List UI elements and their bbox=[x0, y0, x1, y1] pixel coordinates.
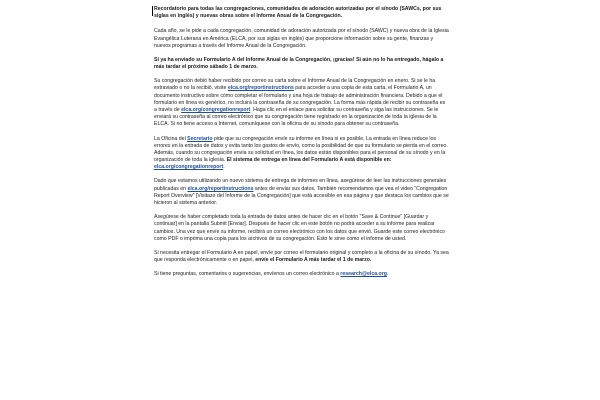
text-segment-bold: envíe el Formulario A más tardar el 1 de marzo. bbox=[255, 257, 372, 264]
paragraph-online-submission bbox=[154, 136, 449, 172]
text-segment: La Oficina del bbox=[154, 135, 188, 142]
text-segment: Dado que estamos utilizando un nuevo sistema de entrega de informes en línea, asegúrese de leer las instrucciones generales publicadas en bbox=[154, 178, 447, 192]
text-segment: . Haga clic en el enlace para solicitar su contraseña y siga las instrucciones. Se le enviará su contraseña al correo electrónico que su congregación tiene registrado en la organización de toda la iglesia de la ELCA. Si no tiene acceso a Internet, comuníquese con la oficina de su sínodo para obtener su contraseña. bbox=[154, 107, 439, 128]
paragraph-paper-form bbox=[154, 250, 449, 264]
paragraph-letter-password bbox=[154, 78, 449, 128]
text-cursor bbox=[152, 6, 153, 16]
text-segment: para acceder a una copia de esta carta, el Formulario A, un documento instructivo sobre cómo completar el formulario y una hoja de trabajo de administración financiera. Debido a que el formulario en línea es genérico, no incluirá la contraseña de su congregación. La forma más rápida de recibir su contraseña es a través de bbox=[154, 85, 446, 114]
link-report-instructions-2[interactable]: elca.org/reportinstructions bbox=[187, 185, 254, 192]
link-congregation-report[interactable]: elca.org/congregationreport bbox=[181, 107, 251, 114]
paragraph-deadline-reminder: Si ya ha enviado su Formulario A del Informe Anual de la Congregación, ¡gracias! Si aún no lo ha entregado, hágalo a más tardar el próximo sábado 1 de marzo. bbox=[154, 56, 444, 71]
text-segment: Si necesita entregar el Formulario A en papel, envíe por correo el formulario original y completo a la oficina de su sínodo. Ya sea que responda electrónicamente o en papel, bbox=[154, 249, 449, 264]
text-segment: Su congregación debió haber recibido por correo su carta sobre el Informe Anual de la Congregación en enero. Si se le ha extraviado o no la recibió, visite bbox=[154, 78, 436, 92]
text-segment: . bbox=[223, 164, 225, 171]
link-research-email[interactable]: research@elca.org bbox=[340, 271, 387, 278]
paragraph-annual-request: Cada año, se le pide a cada congregación, comunidad de adoración autorizada por el sínodo (SAWC) y nueva obra de la Iglesia Evangélica Luterana en América (ELCA, por sus siglas en inglés) que proporcione información sobre su gente, finanzas y nuevos programas a través del Informe Anual de la Congregación. bbox=[154, 28, 449, 49]
paragraph-new-system bbox=[154, 178, 449, 207]
text-segment: Si tiene preguntas, comentarios o sugerencias, envíenos un correo electrónico a bbox=[154, 271, 341, 278]
text-segment: . bbox=[386, 271, 389, 278]
link-report-instructions[interactable]: elca.org/reportinstructions bbox=[227, 85, 294, 92]
link-secretary[interactable]: Secretario bbox=[187, 135, 213, 142]
paragraph-save-continue: Asegúrese de haber completado toda la entrada de datos antes de hacer clic en el botón "Save & Continue" [Guardar y continuar] en la pantalla Submit [Enviar]. Después de hacer clic en este botón no podrá acceder a su informe para realizar cambios. Una vez que envíe su informe, recibirá un correo electrónico con los datos que envió. Guarde este correo electrónico como PDF o imprima una copia para los archivos de su congregación. Esto le sirve como el informe de usted. bbox=[154, 214, 445, 242]
text-segment-bold: El sistema de entrega en línea del Formulario A está disponible en: bbox=[226, 157, 392, 164]
link-congregation-report-2[interactable]: elca.org/congregationreport bbox=[154, 164, 224, 171]
text-segment: pide que su congregación envíe su informe en línea si es posible. La entrada en línea reduce los errores en la entrada de datos y evita tanto los gastos de envío, como la posibilidad de que su formulario se pierda en el correo. Además, cuando su congregación envía su solicitud en línea, los datos están disponibles para el personal de su sínodo y en la organización de toda la iglesia. bbox=[154, 135, 448, 164]
paragraph-contact bbox=[154, 271, 449, 278]
document-title: Recordatorio para todas las congregaciones, comunidades de adoración autorizadas por el sínodo (SAWCs, por sus siglas en inglés) y nuevas obras sobre el Informe Anual de la Congregación. bbox=[154, 6, 442, 20]
text-segment: antes de enviar sus datos. También recomendamos que vea el video "Congregation Report Overview" [Visitazo del Informe de la Congregación] que está accesible en esa página y que destaca los cambios que se hicieron al sistema anterior. bbox=[154, 185, 449, 207]
